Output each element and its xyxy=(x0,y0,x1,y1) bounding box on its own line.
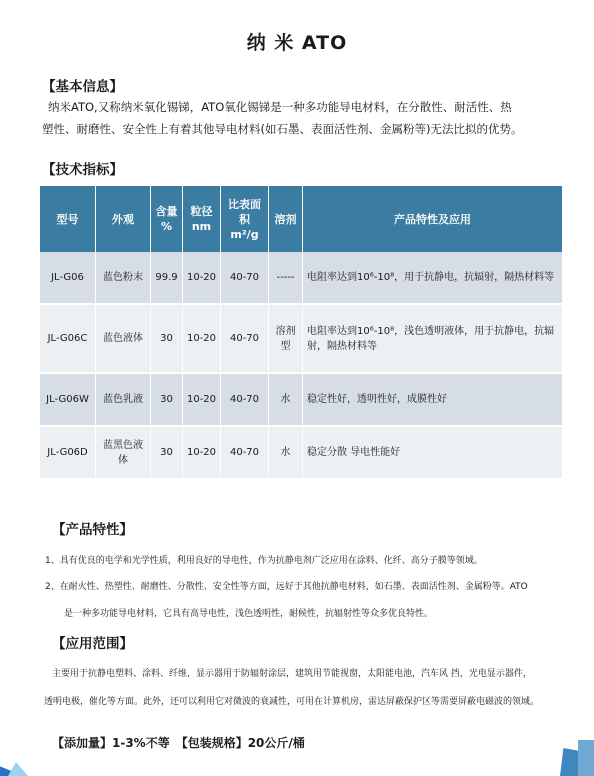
table-row xyxy=(40,252,562,305)
cell-particle-size: 10-20 xyxy=(183,252,221,305)
cell-surface-area: 40-70 xyxy=(221,252,269,305)
corner-decoration-right-accent xyxy=(578,740,594,776)
cell-appearance: 蓝色粉末 xyxy=(96,252,151,305)
tech-spec-heading: 【技术指标】 xyxy=(42,162,123,178)
col-header-particle-size: 粒径 nm xyxy=(183,186,221,252)
cell-model: JL-G06D xyxy=(40,427,96,480)
cell-surface-area: 40-70 xyxy=(221,374,269,427)
feature-item-2-line-1: 2、在耐火性、热塑性、耐磨性、分散性、安全性等方面，远好于其他抗静电材料，如石墨、表面活性剂、金属粉等。ATO xyxy=(45,582,528,592)
spec-table-header xyxy=(40,186,562,252)
page-title: 纳 米 ATO xyxy=(246,32,348,54)
cell-particle-size: 10-20 xyxy=(183,427,221,480)
basic-info-line-2: 塑性、耐磨性、安全性上有着其他导电材料(如石墨、表面活性剂、金属粉等)无法比拟的优势。 xyxy=(42,122,523,136)
cell-particle-size: 10-20 xyxy=(183,305,221,374)
cell-appearance: 蓝色液体 xyxy=(96,305,151,374)
col-header-solvent: 溶剂 xyxy=(269,186,303,252)
basic-info-line-1: 纳米ATO,又称纳米氧化锡锑，ATO氧化锡锑是一种多功能导电材料，在分散性、耐活性、热 xyxy=(48,100,512,114)
corner-decoration-left-accent xyxy=(8,762,28,776)
col-header-content: 含量 % xyxy=(151,186,183,252)
cell-features: 电阻率达到10⁶-10⁸，浅色透明液体，用于抗静电，抗辐射，隔热材料等 xyxy=(303,305,562,374)
cell-features: 稳定分散 导电性能好 xyxy=(303,427,562,480)
dosage-packaging-footer: 【添加量】1-3%不等 【包装规格】20公斤/桶 xyxy=(52,736,305,750)
col-header-features: 产品特性及应用 xyxy=(303,186,562,252)
col-header-surface-area: 比表面 积 m²/g xyxy=(221,186,269,252)
cell-content: 99.9 xyxy=(151,252,183,305)
cell-model: JL-G06C xyxy=(40,305,96,374)
cell-model: JL-G06W xyxy=(40,374,96,427)
feature-item-2-line-2: 是一种多功能导电材料，它具有高导电性，浅色透明性，耐候性，抗辐射性等众多优良特性。 xyxy=(64,609,434,619)
cell-surface-area: 40-70 xyxy=(221,305,269,374)
applications-heading: 【应用范围】 xyxy=(52,636,133,652)
cell-content: 30 xyxy=(151,427,183,480)
cell-solvent: 水 xyxy=(269,427,303,480)
spec-table xyxy=(40,186,562,480)
cell-content: 30 xyxy=(151,305,183,374)
features-heading: 【产品特性】 xyxy=(52,522,133,538)
cell-features: 稳定性好，透明性好，成膜性好 xyxy=(303,374,562,427)
cell-appearance: 蓝黑色液体 xyxy=(96,427,151,480)
cell-solvent: ----- xyxy=(269,252,303,305)
cell-model: JL-G06 xyxy=(40,252,96,305)
table-row xyxy=(40,427,562,480)
table-row xyxy=(40,305,562,374)
cell-appearance: 蓝色乳液 xyxy=(96,374,151,427)
col-header-model: 型号 xyxy=(40,186,96,252)
cell-solvent: 水 xyxy=(269,374,303,427)
table-row xyxy=(40,374,562,427)
applications-line-2: 透明电极，催化等方面。此外，还可以利用它对微波的衰减性，可用在计算机房，雷达屏蔽保护区等需要屏蔽电磁波的领域。 xyxy=(44,697,540,707)
cell-solvent: 溶剂型 xyxy=(269,305,303,374)
applications-line-1: 主要用于抗静电塑料、涂料、纤维，显示器用于防辐射涂层，建筑用节能视窗，太阳能电池，汽车风 挡，光电显示器件， xyxy=(52,669,532,679)
cell-features: 电阻率达到10⁶-10⁸，用于抗静电，抗辐射，隔热材料等 xyxy=(303,252,562,305)
basic-info-heading: 【基本信息】 xyxy=(42,79,123,95)
cell-content: 30 xyxy=(151,374,183,427)
feature-item-1: 1、具有优良的电学和光学性质，利用良好的导电性，作为抗静电剂广泛应用在涂料、化纤、高分子膜等领域。 xyxy=(45,556,483,566)
col-header-appearance: 外观 xyxy=(96,186,151,252)
cell-surface-area: 40-70 xyxy=(221,427,269,480)
cell-particle-size: 10-20 xyxy=(183,374,221,427)
